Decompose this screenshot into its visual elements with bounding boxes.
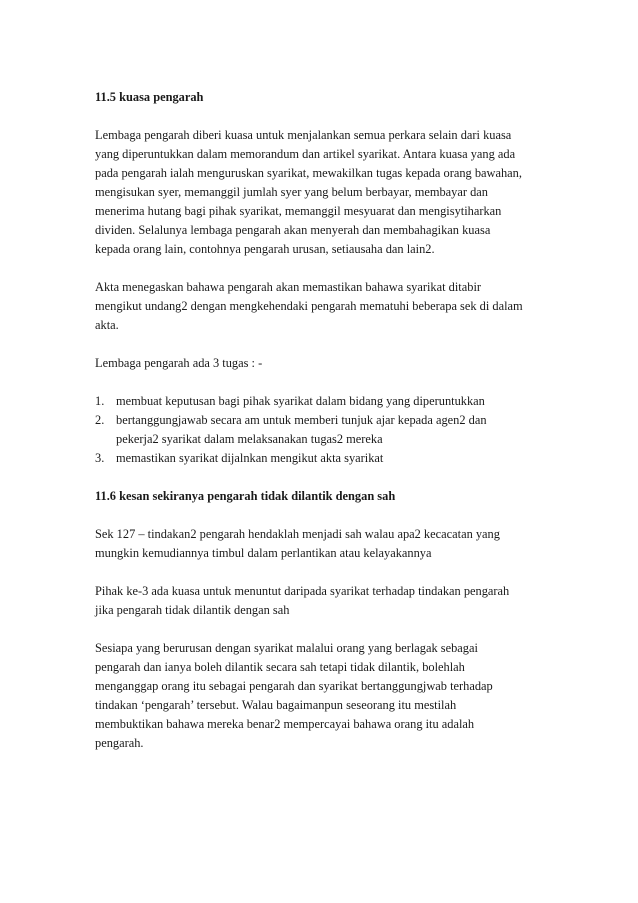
text-line: menganggap orang itu sebagai pengarah dan syarikat bertanggungjwab terhadap: [95, 679, 493, 693]
list-number: 1.: [95, 394, 105, 408]
text-line: Pihak ke-3 ada kuasa untuk menuntut daripada syarikat terhadap tindakan pengarah: [95, 584, 510, 598]
tasks-list: [95, 392, 555, 468]
paragraph-akta: [95, 278, 555, 335]
text-line: Lembaga pengarah diberi kuasa untuk menjalankan semua perkara selain dari kuasa: [95, 128, 512, 142]
paragraph-tugas-intro: Lembaga pengarah ada 3 tugas : -: [95, 356, 263, 370]
text-line: dividen. Selalunya lembaga pengarah akan menyerah dan membahagikan kuasa: [95, 223, 491, 237]
list-number: 2.: [95, 413, 105, 427]
text-line: Sesiapa yang berurusan dengan syarikat malalui orang yang berlagak sebagai: [95, 641, 478, 655]
text-line: mengisukan syer, memanggil jumlah syer yang belum berbayar, membayar dan: [95, 185, 488, 199]
list-item: [95, 449, 555, 468]
text-line: pengarah.: [95, 736, 144, 750]
text-line: membuat keputusan bagi pihak syarikat dalam bidang yang diperuntukkan: [116, 394, 485, 408]
section-heading-11-5: 11.5 kuasa pengarah: [95, 90, 204, 104]
list-item: [95, 411, 555, 449]
document-page: [95, 88, 555, 772]
text-line: Sek 127 – tindakan2 pengarah hendaklah menjadi sah walau apa2 kecacatan yang: [95, 527, 500, 541]
text-line: menerima hutang bagi pihak syarikat, memanggil mesyuarat dan mengisytiharkan: [95, 204, 502, 218]
text-line: Akta menegaskan bahawa pengarah akan memastikan bahawa syarikat ditabir: [95, 280, 482, 294]
paragraph-pihak-ke-3: [95, 582, 555, 620]
text-line: mengikut undang2 dengan mengkehendaki pengarah mematuhi beberapa sek di dalam: [95, 299, 523, 313]
text-line: pada pengarah ialah menguruskan syarikat, mewakilkan tugas kepada orang bawahan,: [95, 166, 522, 180]
text-line: mungkin kemudiannya timbul dalam perlantikan atau kelayakannya: [95, 546, 432, 560]
text-line: pekerja2 syarikat dalam melaksanakan tugas2 mereka: [116, 432, 383, 446]
text-line: yang diperuntukkan dalam memorandum dan artikel syarikat. Antara kuasa yang ada: [95, 147, 516, 161]
text-line: membuktikan bahawa mereka benar2 mempercayai bahawa orang itu adalah: [95, 717, 475, 731]
section-heading-11-6: 11.6 kesan sekiranya pengarah tidak dilantik dengan sah: [95, 489, 396, 503]
text-line: kepada orang lain, contohnya pengarah urusan, setiausaha dan lain2.: [95, 242, 435, 256]
text-line: bertanggungjawab secara am untuk memberi tunjuk ajar kepada agen2 dan: [116, 413, 487, 427]
text-line: pengarah dan ianya boleh dilantik secara sah tetapi tidak dilantik, bolehlah: [95, 660, 465, 674]
text-line: memastikan syarikat dijalnkan mengikut akta syarikat: [116, 451, 384, 465]
text-line: jika pengarah tidak dilantik dengan sah: [95, 603, 290, 617]
list-item: [95, 392, 555, 411]
text-line: akta.: [95, 318, 119, 332]
paragraph-sesiapa: [95, 639, 555, 753]
list-number: 3.: [95, 451, 105, 465]
paragraph-kuasa-lembaga: [95, 126, 555, 259]
paragraph-sek-127: [95, 525, 555, 563]
text-line: tindakan ‘pengarah’ tersebut. Walau bagaimanpun seseorang itu mestilah: [95, 698, 457, 712]
